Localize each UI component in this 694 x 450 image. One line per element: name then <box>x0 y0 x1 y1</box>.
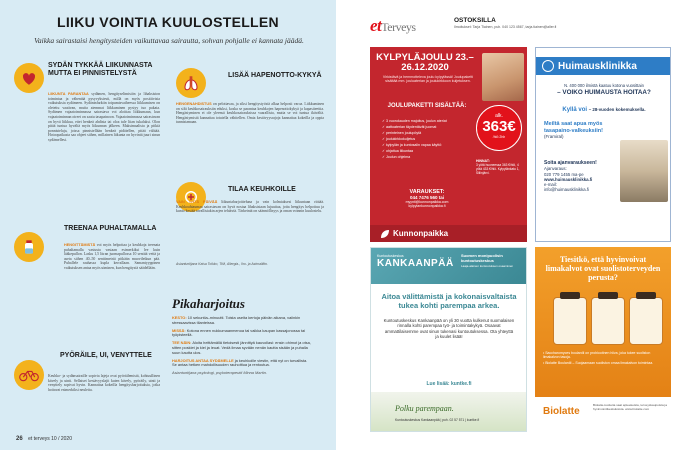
package-list <box>382 119 474 161</box>
section-title: OSTOKSILLA <box>454 17 496 24</box>
exercise-source: Asiantuntijana psykologi, psykoterapeutti Minna Martin. <box>172 370 267 376</box>
ad-headline: Aitoa välittämistä ja kokonaisvaltaista tukea kohti parempaa arkea. <box>381 292 517 310</box>
tip-lead-word: LIIKUNTA PARANTAA <box>48 92 89 96</box>
ad-headline: Tiesitkö, että hyvinvoivat limakalvot ovat suolistoterveyden perusta? <box>545 255 661 282</box>
ad-offer <box>544 121 624 141</box>
price-suffix: /hlö 2hh <box>492 135 506 139</box>
page-number: 26 <box>16 436 23 442</box>
answer-strong: Kyllä voi <box>562 107 588 113</box>
answer-rest: – 28-vuoden kokemuksella. <box>588 107 646 112</box>
tip-text: sydämen, hengityselimistön ja lihaksiston toimintaa ja vähentää pysyvyksiesti, millä on myös positiivisia vaikutuksia sydämeen. Sydäninfarktin toipumisvaiheessa liikkumisen on oletettu vaativan, mutta aiemmat liikkuminen pystyy tuo pakata. Sydämen vajaatoiminnassa sairastava voi aloittaa liikkumaan, kun vajaatoiminnan oireet on saatu tasapainoon. Vajaatoiminnassa sairastavan on hyvä liikkua, ettei henkeä ahdista tai oloa tule liian tukalaksi. Olon pitää tuntua hyvältä myös liikunnan jälkeen. Maksimaalista ja pitkiä ponnisteluja, joissa pinnistellään henkeä pidätellen, pitää välttää. Hotoopaikasta saa ohjeet siihen, millainen liikunta on hyvintä juuri sinun sydämellesi. <box>48 92 160 142</box>
claim-sub: Laaja-alainen kuntoutuksen osaaminen <box>461 263 514 268</box>
tip-heading: TILAA KEUHKOILLE <box>228 186 296 193</box>
price-details-text: 3 yötä huoneessa 363 €/hlö, 4 yötä 433 €/hlö. Kylpylänkatu 1, Siilinjärvi. <box>476 163 520 175</box>
list-item: • Saccharomyces boulardii on probiootinen hiiva, joka tukee suoliston limakalvon tasoja. <box>543 351 651 360</box>
lungs-icon <box>176 68 206 98</box>
contact-email-label: e-mail: <box>544 182 557 188</box>
tip-body <box>48 374 160 392</box>
tip-body <box>176 102 324 125</box>
tip-text: Keuhko- ja sydänsairaille sopivia lajeja ovat pyöräilemistä, kohtuullinen kävely ja uinti. Sellaiset kestävyyslajit kuten kävely, pyöräily, uinti ja venyttely sopivat hyvin. Kannattaa kokeilla hengitysharjoituksia, jotka hoitavat esimerkiksi neuleita. <box>48 374 160 392</box>
exercise-label: HARJOITUS ANTAA SYDÄMELLE <box>172 357 234 363</box>
tip-text: voi myös helpottaa ja keuhkoja treenata puhaltamalla vastusta vastaan esimerkiksi lee kuin lääkepullon. Lasku 1,5 litran juomapullossa 10 senttiä vettä ja aseta siihen 40–50 senttimetriä pitkään muoviletkun pää. Puhallele rauhassa kupla kerrallaan. Samantyyppinen vaikutuksen antaa myös uiminen, kun hengitystä säädellään. <box>64 243 161 270</box>
logo-main: et <box>370 16 382 35</box>
tip-body <box>176 200 324 214</box>
retail-note: Biolatte-tuotteita saat apteekeista, terveyskaupoista ja hyvinvointikeskuksista. www.biolatte.com <box>593 403 667 411</box>
price-value: 363€ <box>482 118 516 135</box>
ad-photo <box>482 53 524 101</box>
article-source: Asiantuntijana Kaisa Toikko, TtM, Allergia-, Iho- ja Astmaliitto. <box>176 262 268 266</box>
booking-email[interactable]: myynti@kunnonpaikka.com <box>405 200 449 204</box>
ad-footer <box>371 392 526 432</box>
offer-sub: (Framiral) <box>544 134 564 139</box>
contact-email[interactable]: info@huimausklinikka.fi <box>544 187 589 193</box>
exercise-text: ja keuhkoille viestin, että nyt on turvallista. Se antaa hetken mahdollisuuden rauhoittua ja rentoutua. <box>172 357 308 368</box>
ad-slogan: Polku parempaan. <box>395 404 454 413</box>
kankaanpaa-ad[interactable] <box>370 247 527 432</box>
ad-subtitle: N. 400 000 ilmistä kaatuu kotona vuosittain <box>564 83 644 88</box>
booking-web[interactable]: kylpylankunnonpaikka.fi <box>408 204 446 209</box>
ad-body: Kuntoutuskeskus Kankaanpää on yli 30 vuotta kulkenut suomalaisen rinnalla kohti parempaa työ- ja toimintakykyä. Osaavat ammattilaisemme ovat sinun tukenasi kuntoutuksessa. Ota yhteyttä ja kuulet lisää! <box>383 318 515 339</box>
list-item: • Biolatte Boulardii – Suojaamaan suoliston omaa limakalvon toimintaa. <box>543 360 654 365</box>
list-item: ✓ aattoaterian täydentävät juomat <box>382 125 474 129</box>
clinic-name: Huimausklinikka <box>558 60 637 72</box>
exercise-title: Pikaharjoitus <box>172 296 245 311</box>
ad-answer <box>542 107 666 113</box>
tip-lead-word: HENGITTÄMISTÄ <box>64 243 96 247</box>
tip-lead-word: VAIN YHTÄ PÄIVÄÄ <box>176 200 218 204</box>
brand-logo: Biolatte <box>543 406 580 417</box>
price-badge <box>476 105 522 151</box>
logo-sub: Terveys <box>381 20 416 34</box>
exercise-label: TEE NÄIN: <box>172 340 192 346</box>
tip-heading: TREENAA PUHALTAMALLA <box>64 225 157 232</box>
exercise-text: Aloita heittämällä tietoisesti jännittyä kauvollasi: ensin ohimot ja otsa, sitten poskiet ja kiel ja leuat. Vedä ilmaa syvään nenän kautta sisään ja puhalla suun kautta ulos. <box>172 340 311 355</box>
price-prefix: alk. <box>495 113 503 119</box>
package-heading: JOULUPAKETTI SISÄLTÄÄ: <box>387 103 467 109</box>
section-subtitle: Ilmoitukset: Tarja Tiainen, puh. 040 123 4567, tarja.tiainen@aller.fi <box>454 25 557 29</box>
exercise-text: 10 sekuntia–minuutti. Toista useita kertoja päivän aikana, vaiinkin stressaavissa tilanteissa. <box>172 315 301 325</box>
exercise-text: Kotona ennen nukkumaanmenoa tai vaikka kaupan kassajonossa tai työpisteellä. <box>172 327 306 338</box>
ad-footer <box>370 225 527 242</box>
tip-heading: LISÄÄ HAPENOTTO-KYKYÄ <box>228 72 322 79</box>
ad-link[interactable]: Lue lisää: kuntke.fi <box>426 381 472 387</box>
list-item: ✓ kylpylän ja kuntosalin vapaa käyttö <box>382 143 474 147</box>
article-page <box>0 0 336 450</box>
booking-phone[interactable]: 044 7476 560 tai <box>409 195 445 200</box>
ad-contact: Kuntoutuskeskus Kankaanpää | puh. 02 57 571 | kuntke.fi <box>395 418 480 422</box>
exercise-item <box>172 341 312 355</box>
huimausklinikka-ad[interactable] <box>535 47 671 242</box>
tip-lead-word: HENGENAHDISTUS <box>176 102 212 106</box>
kunnonpaikka-ad[interactable] <box>370 47 527 242</box>
tip-text: liikuntaharjoitteluna ja vain kolmiaksesi liikuntaan riittää. Keuhkoahtaumaa sairastavan on hyvä nostaa lihaksistaan lujuuttaa, jotta hengitys helpottuu ja kunto kestää tavallisiakin arjen tehtäviä. Tärkeintä on säännöllisyys ja oman voinnin kuulostelu. <box>176 200 325 214</box>
exercise-list <box>172 316 312 379</box>
price-details-title: HINNAT: <box>476 159 490 163</box>
list-item: ✓ ohjattua liikuntaa <box>382 149 474 153</box>
product-bottle <box>553 297 587 345</box>
product-claims <box>543 351 665 367</box>
exercise-item <box>172 329 312 339</box>
bottle-icon <box>14 232 44 262</box>
ad-brand: Kunnonpaikka <box>393 229 449 238</box>
tip-heading: PYÖRÄILE, UI, VENYTTELE <box>60 352 152 359</box>
ad-footer <box>535 397 671 432</box>
ad-header <box>536 57 670 75</box>
tip-text: on pelottavaa, ja siksi hengitystyöstä alkaa helposti varoa. Liikkuminen on silti keuhkosairauksiin eduksi, koska se parantaa keuhkojen hapenottokykyä ja kapasiteettia. Hengästyminen ei ole yleensä keuhkosairauksissa vaarallista, mutta se voi tuntua ikävältä. Hengästymistä kannattaa totutella vähitellen. Omia kestävyysrajoja kannattaa kokeilla ja oppia tunnistamaan. <box>176 102 325 125</box>
tip-body <box>64 243 160 271</box>
booking-info <box>380 189 474 208</box>
clinic-logo <box>377 254 454 269</box>
ad-intro: Virkistävä ja hemmotteleva joulu kylpylässä! Joulupaketti sisältää mm. jouluaterian ja joulukirkkoon kuljetuksen. <box>382 75 474 84</box>
logo-small: Kuntoutuskeskus <box>377 254 404 258</box>
list-item: ✓ perinteinen joulupöytä <box>382 131 474 135</box>
offer-text: Meiltä saat apua myös tasapaino-valkeuksiin! <box>544 121 603 134</box>
bicycle-icon <box>14 360 44 390</box>
article-lead: Vaikka sairastaisi hengitysteiden vaikuttavaa sairautta, sohvan pohjalle ei kannata jäädä. <box>34 36 304 45</box>
ad-header <box>371 248 526 284</box>
product-bottle <box>591 297 625 345</box>
tip-body <box>48 92 160 143</box>
header-claim <box>461 254 521 268</box>
list-item: ✓ 3 vuorokauden majoitus, joulun ateriat <box>382 119 474 123</box>
heart-icon <box>14 63 44 93</box>
exercise-item <box>172 359 312 369</box>
price-details <box>476 159 524 175</box>
exercise-item <box>172 316 312 326</box>
ad-photo <box>620 140 668 202</box>
contact-cta: Soita ajanvaraukseen! <box>544 160 597 166</box>
booking-label: VARAUKSET: <box>409 189 445 195</box>
product-bottle <box>629 297 663 345</box>
magazine-logo <box>370 16 416 36</box>
biolatte-ad[interactable] <box>535 247 671 432</box>
logo-main: KANKAANPÄÄ <box>377 258 454 269</box>
page-footer <box>16 436 72 442</box>
leaf-icon <box>380 229 390 239</box>
ads-page <box>344 0 694 450</box>
contact-info <box>544 160 624 193</box>
clinic-logo-icon <box>542 60 554 72</box>
list-item: ✓ joulukirkkokuljetus <box>382 137 474 141</box>
contact-label: Ajanvaraus: <box>544 166 567 172</box>
tip-heading: SYDÄN TYKKÄÄ LIIKUNNASTA MUTTA EI PINNISTELYSTÄ <box>48 62 153 77</box>
claim-title: Suomen monipuolisin kuntoutuskeskus <box>461 253 503 263</box>
list-item: ✓ Joulun ohjelma <box>382 155 474 159</box>
magazine-issue: et terveys 10 / 2020 <box>28 436 72 442</box>
exercise-label: MISSÄ: <box>172 327 186 333</box>
article-title: LIIKU VOINTIA KUULOSTELLEN <box>57 14 279 30</box>
ad-headline: – VOIKO HUIMAUSTA HOITAA? <box>557 89 651 96</box>
contact-phone[interactable]: 020 779 1455 ma-pe <box>544 171 584 177</box>
ad-title: KYLPYLÄJOULU 23.–26.12.2020 <box>376 52 474 73</box>
exercise-label: KESTO: <box>172 315 187 320</box>
contact-web[interactable]: www.huimausklinikka.fi <box>544 176 593 182</box>
